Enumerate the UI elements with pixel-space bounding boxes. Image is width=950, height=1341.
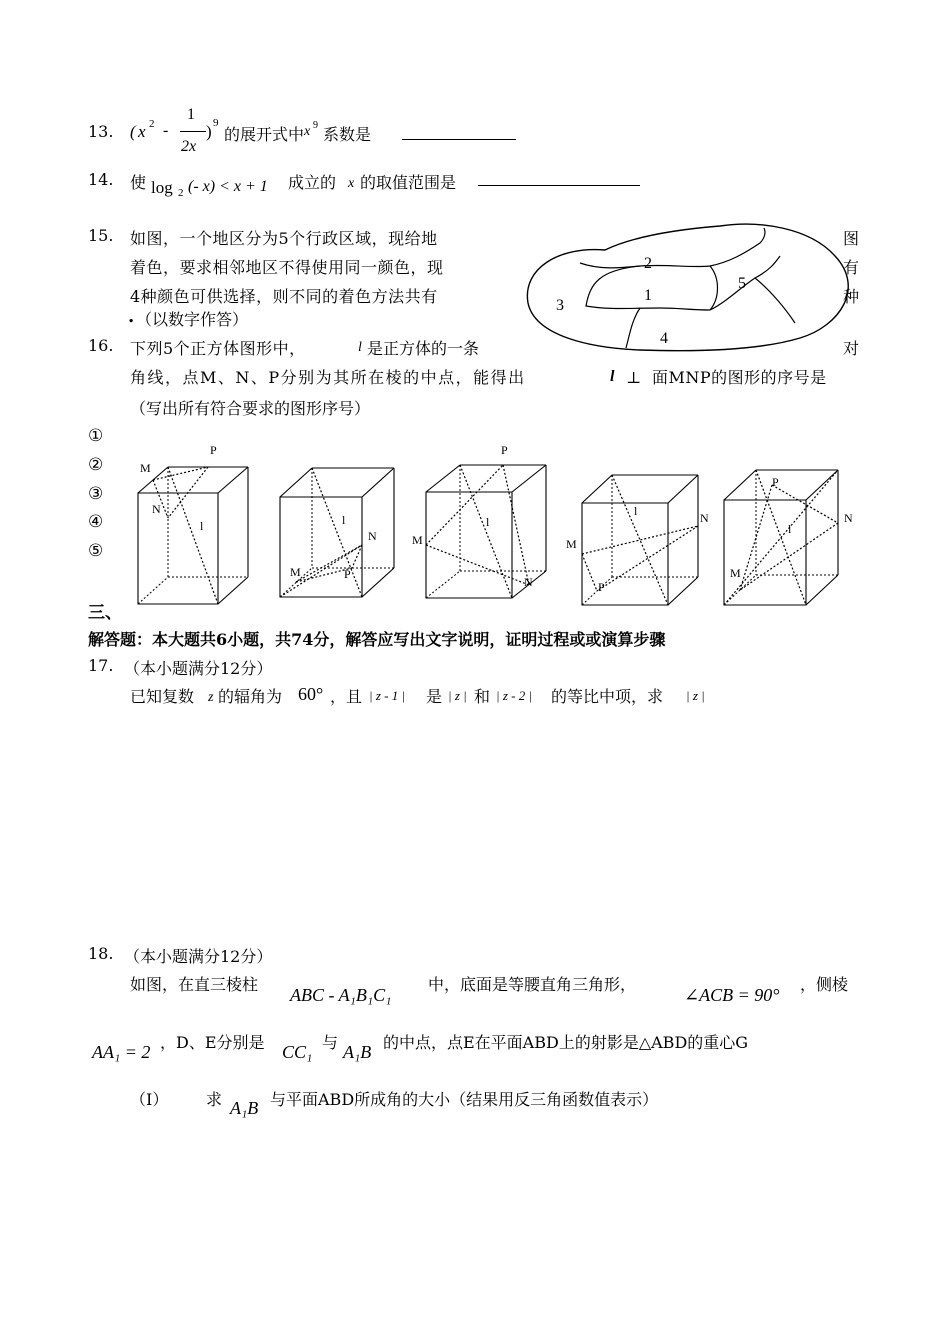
- q17-text-4: 是: [426, 687, 443, 706]
- q18-line2-c: 的中点，点E在平面ABD上的射影是△ABD的重心G: [383, 1033, 749, 1052]
- label-l: l: [486, 515, 490, 529]
- q18-part1-label: （I）: [130, 1090, 169, 1109]
- q18-line1-b: 中，底面是等腰直角三角形，: [428, 975, 637, 994]
- cube-figure-2: [272, 460, 402, 605]
- label-N: N: [844, 511, 853, 525]
- label-M: M: [140, 461, 151, 475]
- label-M: M: [412, 533, 423, 547]
- q14-formula: log 2 (- x) < x + 1: [151, 178, 268, 199]
- q15-right-char-2: 有: [843, 258, 860, 277]
- q18-number: 18.: [88, 944, 114, 963]
- q15-number: 15.: [88, 226, 114, 245]
- cube-figure-4: [562, 465, 722, 610]
- label-l: l: [200, 519, 204, 533]
- q16-line1-b: 是正方体的一条: [367, 339, 480, 358]
- q15-line-1: 如图，一个地区分为5个行政区域，现给地: [130, 229, 438, 248]
- label-M: M: [290, 565, 301, 579]
- q13-text-mid: 的展开式中: [224, 125, 305, 144]
- q14-text-tail: 的取值范围是: [360, 173, 457, 192]
- label-N: N: [524, 575, 533, 589]
- q15-right-char-1: 图: [843, 229, 860, 248]
- label-M: M: [730, 566, 741, 580]
- q16-line1-right: 对: [843, 339, 860, 358]
- section-3-title: 三、: [88, 603, 122, 623]
- q17-expr-3: | z - 2 |: [496, 688, 533, 703]
- q13-number: 13.: [88, 122, 114, 141]
- q17-text-2: 的辐角为: [218, 687, 283, 706]
- q16-line2-a: 角线，点M、N、P分别为其所在棱的中点，能得出: [130, 368, 526, 387]
- q17-text-3: ，且: [330, 687, 363, 706]
- q18-line2-b: 与: [322, 1033, 339, 1052]
- region-map-outline: [527, 224, 848, 351]
- region-label-2: 2: [644, 255, 652, 272]
- region-label-1: 1: [644, 287, 652, 304]
- q14-text-mid: 成立的: [288, 173, 337, 192]
- q15-line-4-dot: .: [128, 306, 135, 327]
- figure-marker-2: ②: [88, 455, 104, 475]
- q18-a1b: A₁B: [343, 1042, 372, 1062]
- q16-line3: （写出所有符合要求的图形序号）: [130, 399, 371, 418]
- label-P: P: [501, 443, 508, 457]
- q15-line-2: 着色，要求相邻地区不得使用同一颜色，现: [130, 258, 444, 277]
- q16-number: 16.: [88, 336, 114, 355]
- figure-marker-3: ③: [88, 484, 104, 504]
- figure-marker-1: ①: [88, 426, 104, 446]
- q13-formula: ( x 2 - 1 2x ) 9: [130, 106, 219, 155]
- figure-marker-4: ④: [88, 512, 104, 532]
- label-P: P: [344, 567, 351, 581]
- q16-line1-var: l: [358, 340, 362, 355]
- q17-expr-4: | z |: [686, 688, 705, 703]
- q18-part1-var: A₁B: [230, 1098, 259, 1118]
- q18-line1-a: 如图，在直三棱柱: [130, 975, 259, 994]
- q17-text-5: 和: [474, 687, 491, 706]
- cube-figure-1: [128, 440, 258, 610]
- q18-line2-a: ，D、E分别是: [160, 1033, 265, 1052]
- q17-angle: 60°: [298, 684, 324, 704]
- q17-expr-1: | z - 1 |: [369, 688, 406, 703]
- section-3-description: 解答题：本大题共6小题，共74分，解答应写出文字说明，证明过程或或演算步骤: [88, 630, 666, 649]
- q17-var-z: z: [208, 690, 214, 705]
- q14-text-head: 使: [130, 173, 147, 192]
- q13-term-power: 9: [313, 120, 318, 131]
- q18-prism: ABC - A₁B₁C₁: [290, 985, 392, 1005]
- q18-score: （本小题满分12分）: [124, 947, 273, 966]
- q14-var-x: x: [348, 176, 355, 191]
- q16-line2-var: l: [610, 368, 615, 385]
- label-P: P: [772, 475, 779, 489]
- label-P: P: [598, 580, 605, 594]
- q18-angle: ∠ACB = 90°: [684, 985, 780, 1005]
- label-l: l: [634, 504, 638, 518]
- q18-part1-b: 与平面ABD所成角的大小（结果用反三角函数值表示）: [270, 1090, 659, 1109]
- q17-expr-2: | z |: [448, 688, 467, 703]
- q13-text-tail: 系数是: [323, 125, 372, 144]
- q13-answer-blank[interactable]: [402, 139, 516, 140]
- region-border-right-lower: [755, 278, 795, 323]
- q16-line1-a: 下列5个正方体图形中，: [130, 339, 306, 358]
- q16-line2-perp: ⊥: [626, 370, 642, 387]
- cube-figure-3: [408, 440, 558, 605]
- q17-text-6: 的等比中项，求: [551, 687, 664, 706]
- region-label-4: 4: [660, 330, 668, 347]
- q15-line-4: （以数字作答）: [136, 310, 249, 329]
- q17-text-1: 已知复数: [130, 687, 195, 706]
- label-N: N: [700, 511, 709, 525]
- q18-line1-c: ，侧棱: [800, 975, 849, 994]
- q15-line-3: 4种颜色可供选择，则不同的着色方法共有: [130, 287, 438, 306]
- q18-aa1: AA₁ = 2: [92, 1042, 151, 1062]
- q13-term-x: x: [304, 124, 311, 139]
- q18-part1-a: 求: [206, 1090, 223, 1109]
- q18-cc1: CC₁: [282, 1042, 313, 1062]
- region-border-top: [580, 228, 765, 268]
- q14-number: 14.: [88, 170, 114, 189]
- figure-marker-5: ⑤: [88, 541, 104, 561]
- region-map-figure: [520, 208, 860, 358]
- region-label-5: 5: [738, 275, 746, 292]
- q15-right-char-3: 种: [843, 287, 860, 306]
- label-l: l: [788, 522, 792, 536]
- label-M: M: [566, 537, 577, 551]
- label-l: l: [342, 513, 346, 527]
- region-label-3: 3: [556, 297, 564, 314]
- label-P: P: [210, 443, 217, 457]
- label-N: N: [368, 529, 377, 543]
- region-border-bottom: [626, 308, 640, 348]
- q17-number: 17.: [88, 656, 114, 675]
- q17-score: （本小题满分12分）: [124, 659, 273, 678]
- q14-answer-blank[interactable]: [478, 185, 640, 186]
- q16-line2-b: 面MNP的图形的序号是: [652, 368, 827, 387]
- cube-figure-5: [716, 460, 866, 610]
- label-N: N: [152, 502, 161, 516]
